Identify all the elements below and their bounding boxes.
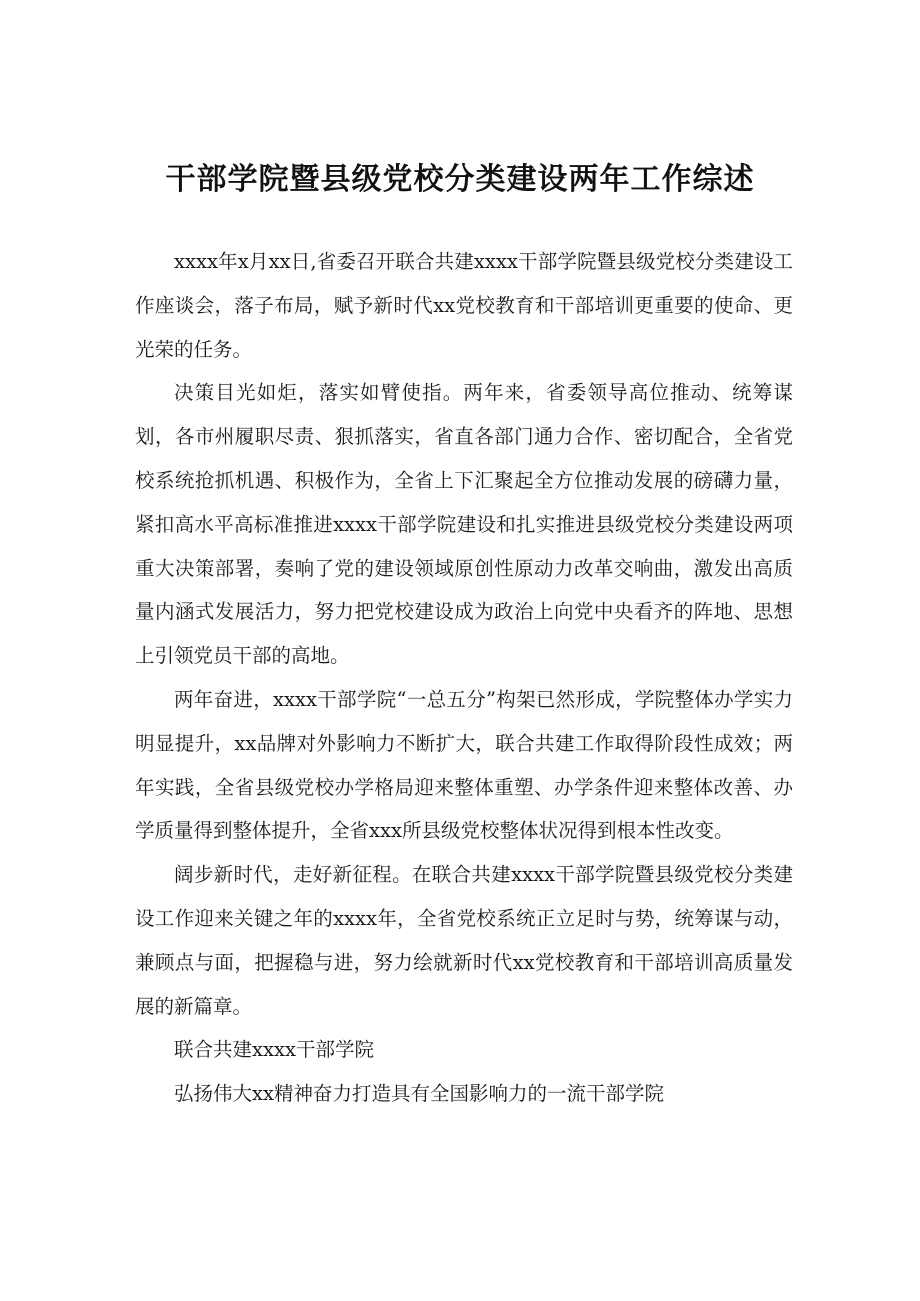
section-heading-joint-build: 联合共建xxxx干部学院 bbox=[174, 1038, 374, 1062]
paragraph-new-era: 阔步新时代，走好新征程。在联合共建xxxx干部学院暨县级党校分类建设工作迎来关键之年的xxxx年，全省党校系统正立足时与势，统筹谋与动，兼顾点与面，把握稳与进，努力绘就新时代xx党校教育和干部培训高质量发展的新篇章。 bbox=[135, 863, 793, 1018]
document-title: 干部学院暨县级党校分类建设两年工作综述 bbox=[165, 162, 755, 197]
paragraph-decision: 决策目光如炬，落实如臂使指。两年来，省委领导高位推动、统筹谋划，各市州履职尽责、狠抓落实，省直各部门通力合作、密切配合，全省党校系统抢抓机遇、积极作为，全省上下汇聚起全方位推动发展的磅礴力量，紧扣高水平高标准推进xxxx干部学院建设和扎实推进县级党校分类建设两项重大决策部署，奏响了党的建设领域原创性原动力改革交响曲，激发出高质量内涵式发展活力，努力把党校建设成为政治上向党中央看齐的阵地、思想上引领党员干部的高地。 bbox=[135, 381, 793, 668]
paragraph-achievements: 两年奋进，xxxx干部学院“一总五分”构架已然形成，学院整体办学实力明显提升，xx品牌对外影响力不断扩大，联合共建工作取得阶段性成效；两年实践，全省县级党校办学格局迎来整体重塑、办学条件迎来整体改善、办学质量得到整体提升，全省xxx所县级党校整体状况得到根本性改变。 bbox=[135, 687, 793, 843]
section-subheading-spirit: 弘扬伟大xx精神奋力打造具有全国影响力的一流干部学院 bbox=[174, 1082, 664, 1106]
document-body bbox=[135, 240, 793, 1116]
paragraph-intro: xxxx年x月xx日,省委召开联合共建xxxx干部学院暨县级党校分类建设工作座谈会，落子布局，赋予新时代xx党校教育和干部培训更重要的使命、更光荣的任务。 bbox=[135, 250, 793, 361]
